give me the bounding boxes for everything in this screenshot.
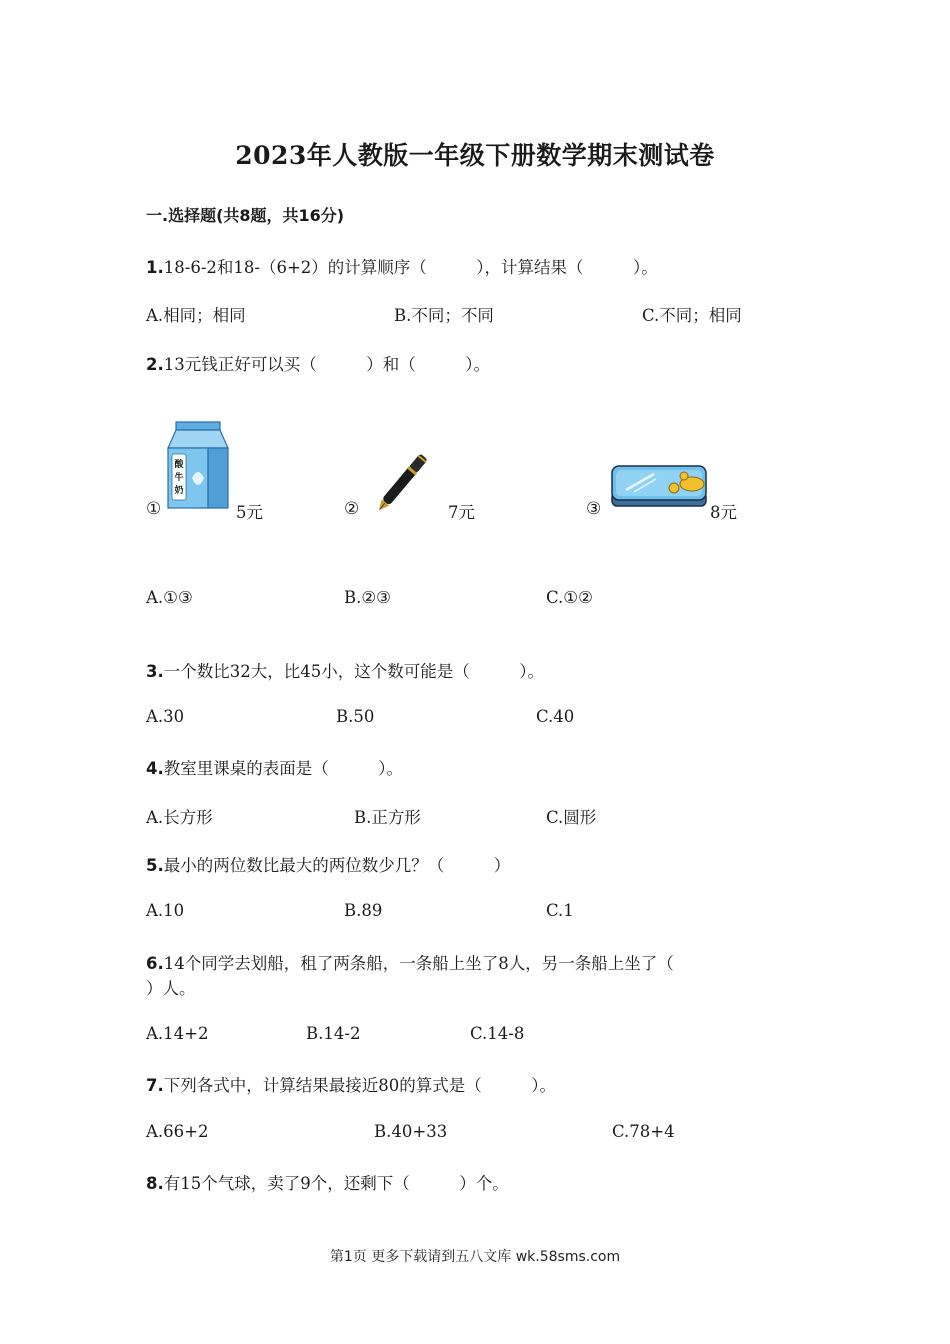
option-c: C.不同；相同 [642,306,742,325]
question-text: 一个数比32大，比45小，这个数可能是（ ）。 [163,662,544,681]
question-6 [146,950,674,974]
question-text: 下列各式中，计算结果最接近80的算式是（ ）。 [163,1076,556,1095]
option-c: C.圆形 [546,808,597,827]
question-3 [146,658,544,682]
option-c: C.78+4 [612,1122,675,1141]
question-number: 3. [146,662,164,681]
item-price-2: 7元 [448,503,475,522]
question-text: 18-6-2和18-（6+2）的计算顺序（ ），计算结果（ ）。 [163,258,658,277]
page-footer: 第1页 更多下载请到五八文库 wk.58sms.com [329,1249,621,1265]
svg-text:酸: 酸 [174,460,184,470]
item-price-1: 5元 [236,503,263,522]
question-text: 最小的两位数比最大的两位数少几？（ ） [163,856,511,875]
option-c: C.1 [546,901,574,920]
option-a: A.相同；相同 [146,306,246,325]
option-b: B.40+33 [374,1122,448,1141]
question-1 [146,254,658,278]
option-a: A.10 [146,901,185,920]
page-title: 2023年人教版一年级下册数学期末测试卷 [235,141,715,170]
svg-text:奶: 奶 [174,486,184,496]
question-number: 2. [146,355,164,374]
option-b: B.不同；不同 [394,306,494,325]
option-a: A.①③ [146,588,193,607]
milk-carton-icon [166,418,230,510]
option-c: C.①② [546,588,593,607]
item-price-3: 8元 [710,503,737,522]
question-text: 教室里课桌的表面是（ ）。 [163,759,403,778]
question-6-continued: ）人。 [146,979,196,998]
question-8 [146,1170,509,1194]
svg-text:牛: 牛 [174,473,184,483]
option-b: B.14-2 [306,1024,361,1043]
fountain-pen-icon [368,442,444,514]
pencil-case-icon [610,462,708,512]
question-2 [146,351,490,375]
question-number: 8. [146,1174,164,1193]
question-number: 1. [146,258,164,277]
question-5 [146,852,510,876]
question-text: 13元钱正好可以买（ ）和（ ）。 [163,355,490,374]
option-b: B.89 [344,901,383,920]
option-a: A.14+2 [146,1024,209,1043]
option-b: B.②③ [344,588,391,607]
option-c: C.40 [536,707,575,726]
item-mark-1: ① [146,499,162,519]
item-mark-2: ② [344,499,360,519]
question-4 [146,755,403,779]
question-number: 5. [146,856,164,875]
question-7 [146,1072,556,1096]
question-text: 14个同学去划船，租了两条船，一条船上坐了8人，另一条船上坐了（ [163,954,674,973]
section-heading: 一.选择题(共8题，共16分) [146,206,345,225]
option-b: B.正方形 [354,808,421,827]
question-number: 4. [146,759,164,778]
option-b: B.50 [336,707,375,726]
option-a: A.长方形 [146,808,213,827]
option-a: A.66+2 [146,1122,209,1141]
item-mark-3: ③ [586,499,602,519]
question-text: 有15个气球，卖了9个，还剩下（ ）个。 [163,1174,509,1193]
option-c: C.14-8 [470,1024,525,1043]
question-number: 7. [146,1076,164,1095]
option-a: A.30 [146,707,185,726]
question-number: 6. [146,954,164,973]
